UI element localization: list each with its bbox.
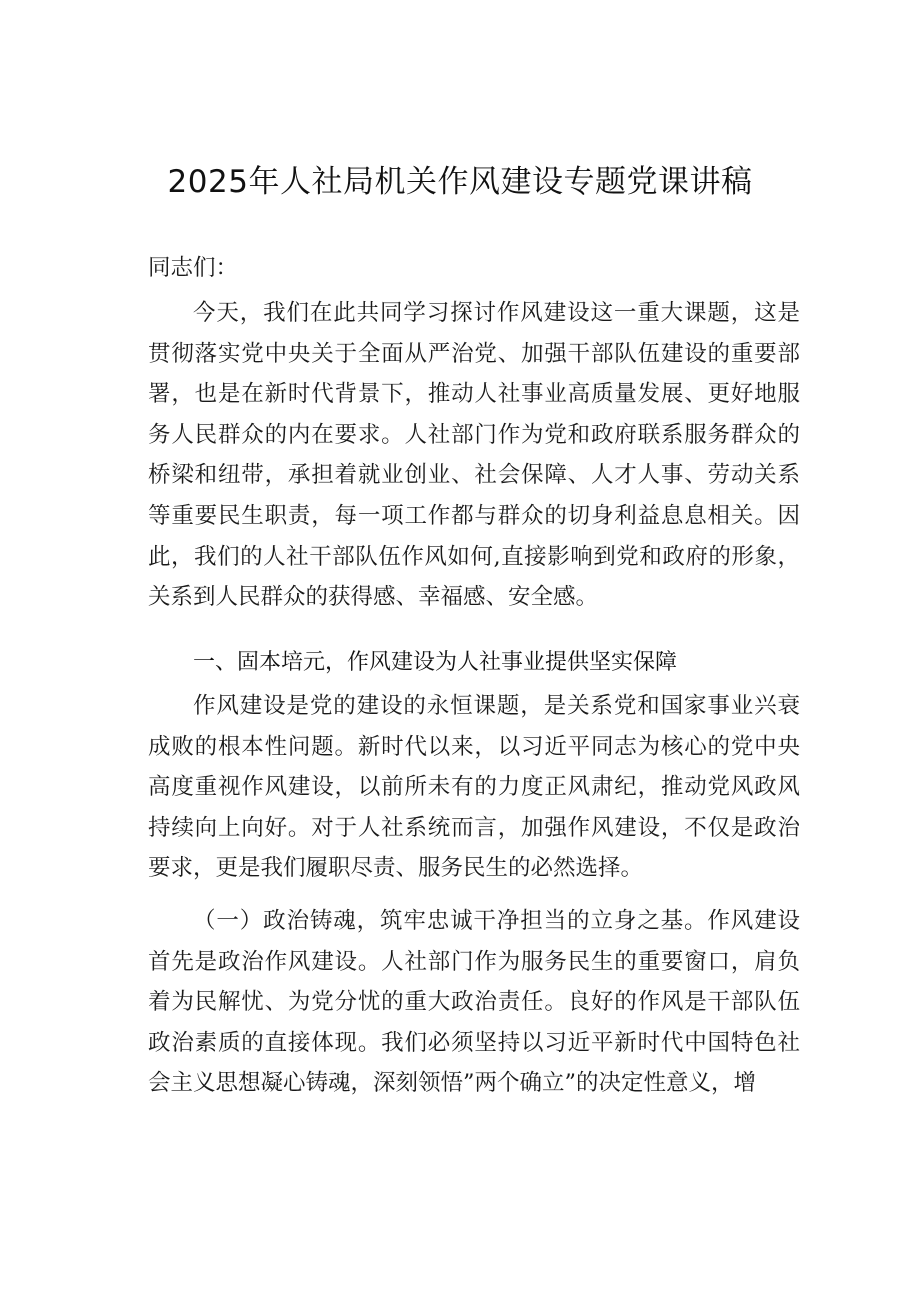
- greeting-line: 同志们：: [148, 255, 239, 281]
- section-heading-1: 一、固本培元，作风建设为人社事业提供坚实保障: [193, 650, 678, 675]
- document-title: 2025年人社局机关作风建设专题党课讲稿: [167, 164, 753, 200]
- subsection-1-paragraph: （一）政治铸魂，筑牢忠诚干净担当的立身之基。作风建设首先是政治作风建设。人社部门作为服务民生的重要窗口，肩负着为民解忧、为党分忧的重大政治责任。良好的作风是干部队伍政治素质的直接体现。我们必须坚持以习近平新时代中国特色社会主义思想凝心铸魂，深刻领悟”两个确立”的决定性意义，增: [148, 908, 800, 1097]
- section-1-paragraph: 作风建设是党的建设的永恒课题，是关系党和国家事业兴衰成败的根本性问题。新时代以来，以习近平同志为核心的党中央高度重视作风建设，以前所未有的力度正风肃纪，推动党风政风持续向上向好。对于人社系统而言，加强作风建设，不仅是政治要求，更是我们履职尽责、服务民生的必然选择。: [148, 693, 800, 882]
- intro-paragraph: 今天，我们在此共同学习探讨作风建设这一重大课题，这是贯彻落实党中央关于全面从严治党、加强干部队伍建设的重要部署，也是在新时代背景下，推动人社事业高质量发展、更好地服务人民群众的内在要求。人社部门作为党和政府联系服务群众的桥梁和纽带，承担着就业创业、社会保障、人才人事、劳动关系等重要民生职责，每一项工作都与群众的切身利益息息相关。因此，我们的人社干部队伍作风如何,直接影响到党和政府的形象，关系到人民群众的获得感、幸福感、安全感。: [148, 300, 800, 611]
